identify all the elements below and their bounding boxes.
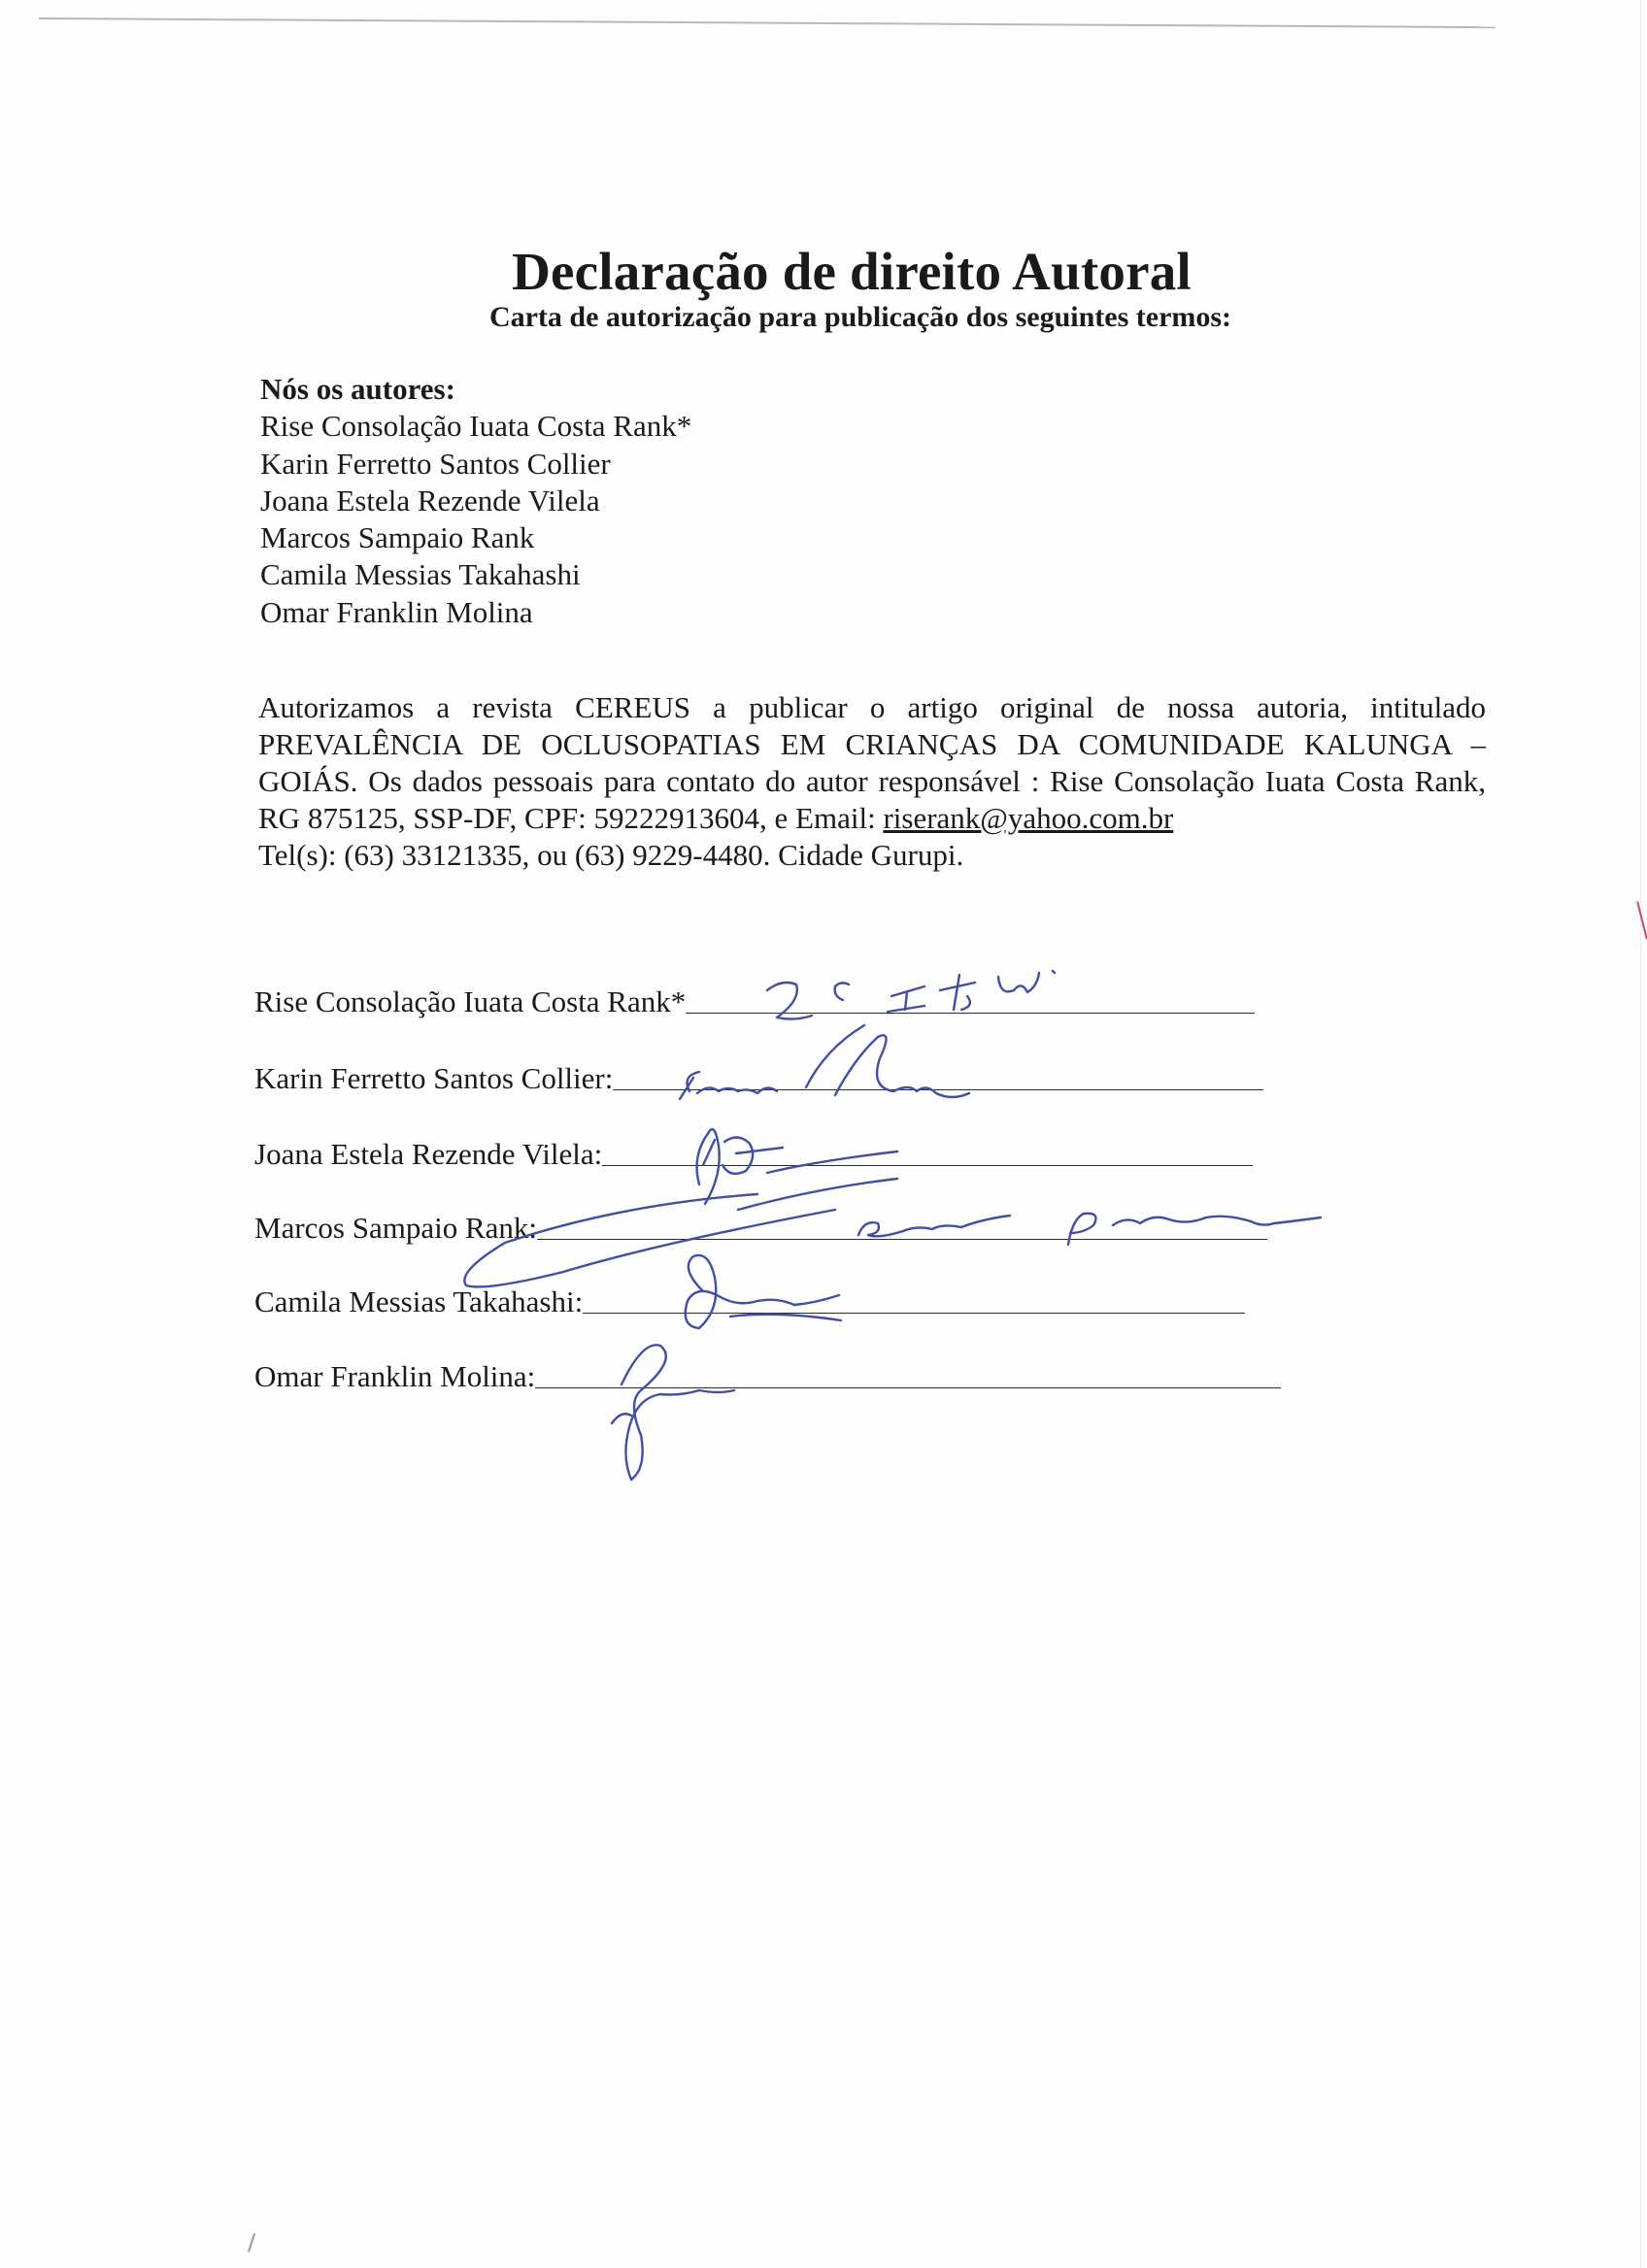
signature-row (254, 1284, 1245, 1319)
signature-row (254, 1137, 1253, 1172)
authorization-paragraph (258, 689, 1486, 874)
signature-label: Rise Consolação Iuata Costa Rank* (254, 984, 687, 1018)
author-name: Camila Messias Takahashi (260, 557, 581, 592)
signature-line (602, 1165, 1253, 1166)
signature-ink (612, 1414, 631, 1423)
scan-mark (248, 2233, 255, 2252)
author-name: Rise Consolação Iuata Costa Rank* (260, 409, 692, 444)
document-title: Declaração de direito Autoral (512, 242, 1192, 301)
signature-ink (738, 1179, 897, 1210)
author-name: Omar Franklin Molina (260, 594, 533, 629)
signature-row (254, 984, 1255, 1019)
signature-label: Karin Ferretto Santos Collier: (254, 1061, 614, 1095)
signature-label: Joana Estela Rezende Vilela: (254, 1137, 603, 1171)
signature-line (686, 1013, 1255, 1014)
authors-heading: Nós os autores: (260, 372, 455, 406)
signature-label: Camila Messias Takahashi: (254, 1284, 584, 1318)
scan-mark (1636, 901, 1647, 939)
email-link[interactable]: riserank@yahoo.com.br (883, 801, 1174, 835)
signature-row (254, 1061, 1263, 1096)
authorization-body (258, 689, 1486, 837)
signature-row (254, 1211, 1267, 1246)
authors-list (260, 371, 691, 631)
signature-label: Marcos Sampaio Rank: (254, 1211, 538, 1245)
signature-line (535, 1387, 1281, 1388)
scan-edge-right (1640, 0, 1641, 2268)
signature-line (613, 1089, 1263, 1090)
signature-row (254, 1359, 1281, 1394)
scan-edge-top (39, 17, 1496, 28)
author-name: Karin Ferretto Santos Collier (260, 446, 611, 481)
authorization-text: Autorizamos a revista CEREUS a publicar o artigo original de nossa autoria, intitulado PREVALÊNCIA DE OCLUSOPATIAS EM CRIANÇAS DA COMUNIDADE KALUNGA – GOIÁS. Os dados pessoais para contato do autor responsável : Rise Consolação Iuata Costa Rank, RG 875125, SSP-DF, CPF: 59222913604, e Email: (258, 690, 1486, 835)
contact-line: Tel(s): (63) 33121335, ou (63) 9229-4480. Cidade Gurupi. (258, 838, 964, 872)
author-name: Marcos Sampaio Rank (260, 520, 535, 555)
signature-line (583, 1313, 1245, 1314)
signature-label: Omar Franklin Molina: (254, 1359, 536, 1393)
author-name: Joana Estela Rezende Vilela (260, 483, 600, 517)
signature-line (537, 1239, 1267, 1240)
document-subtitle: Carta de autorização para publicação dos seguintes termos: (488, 301, 1232, 333)
